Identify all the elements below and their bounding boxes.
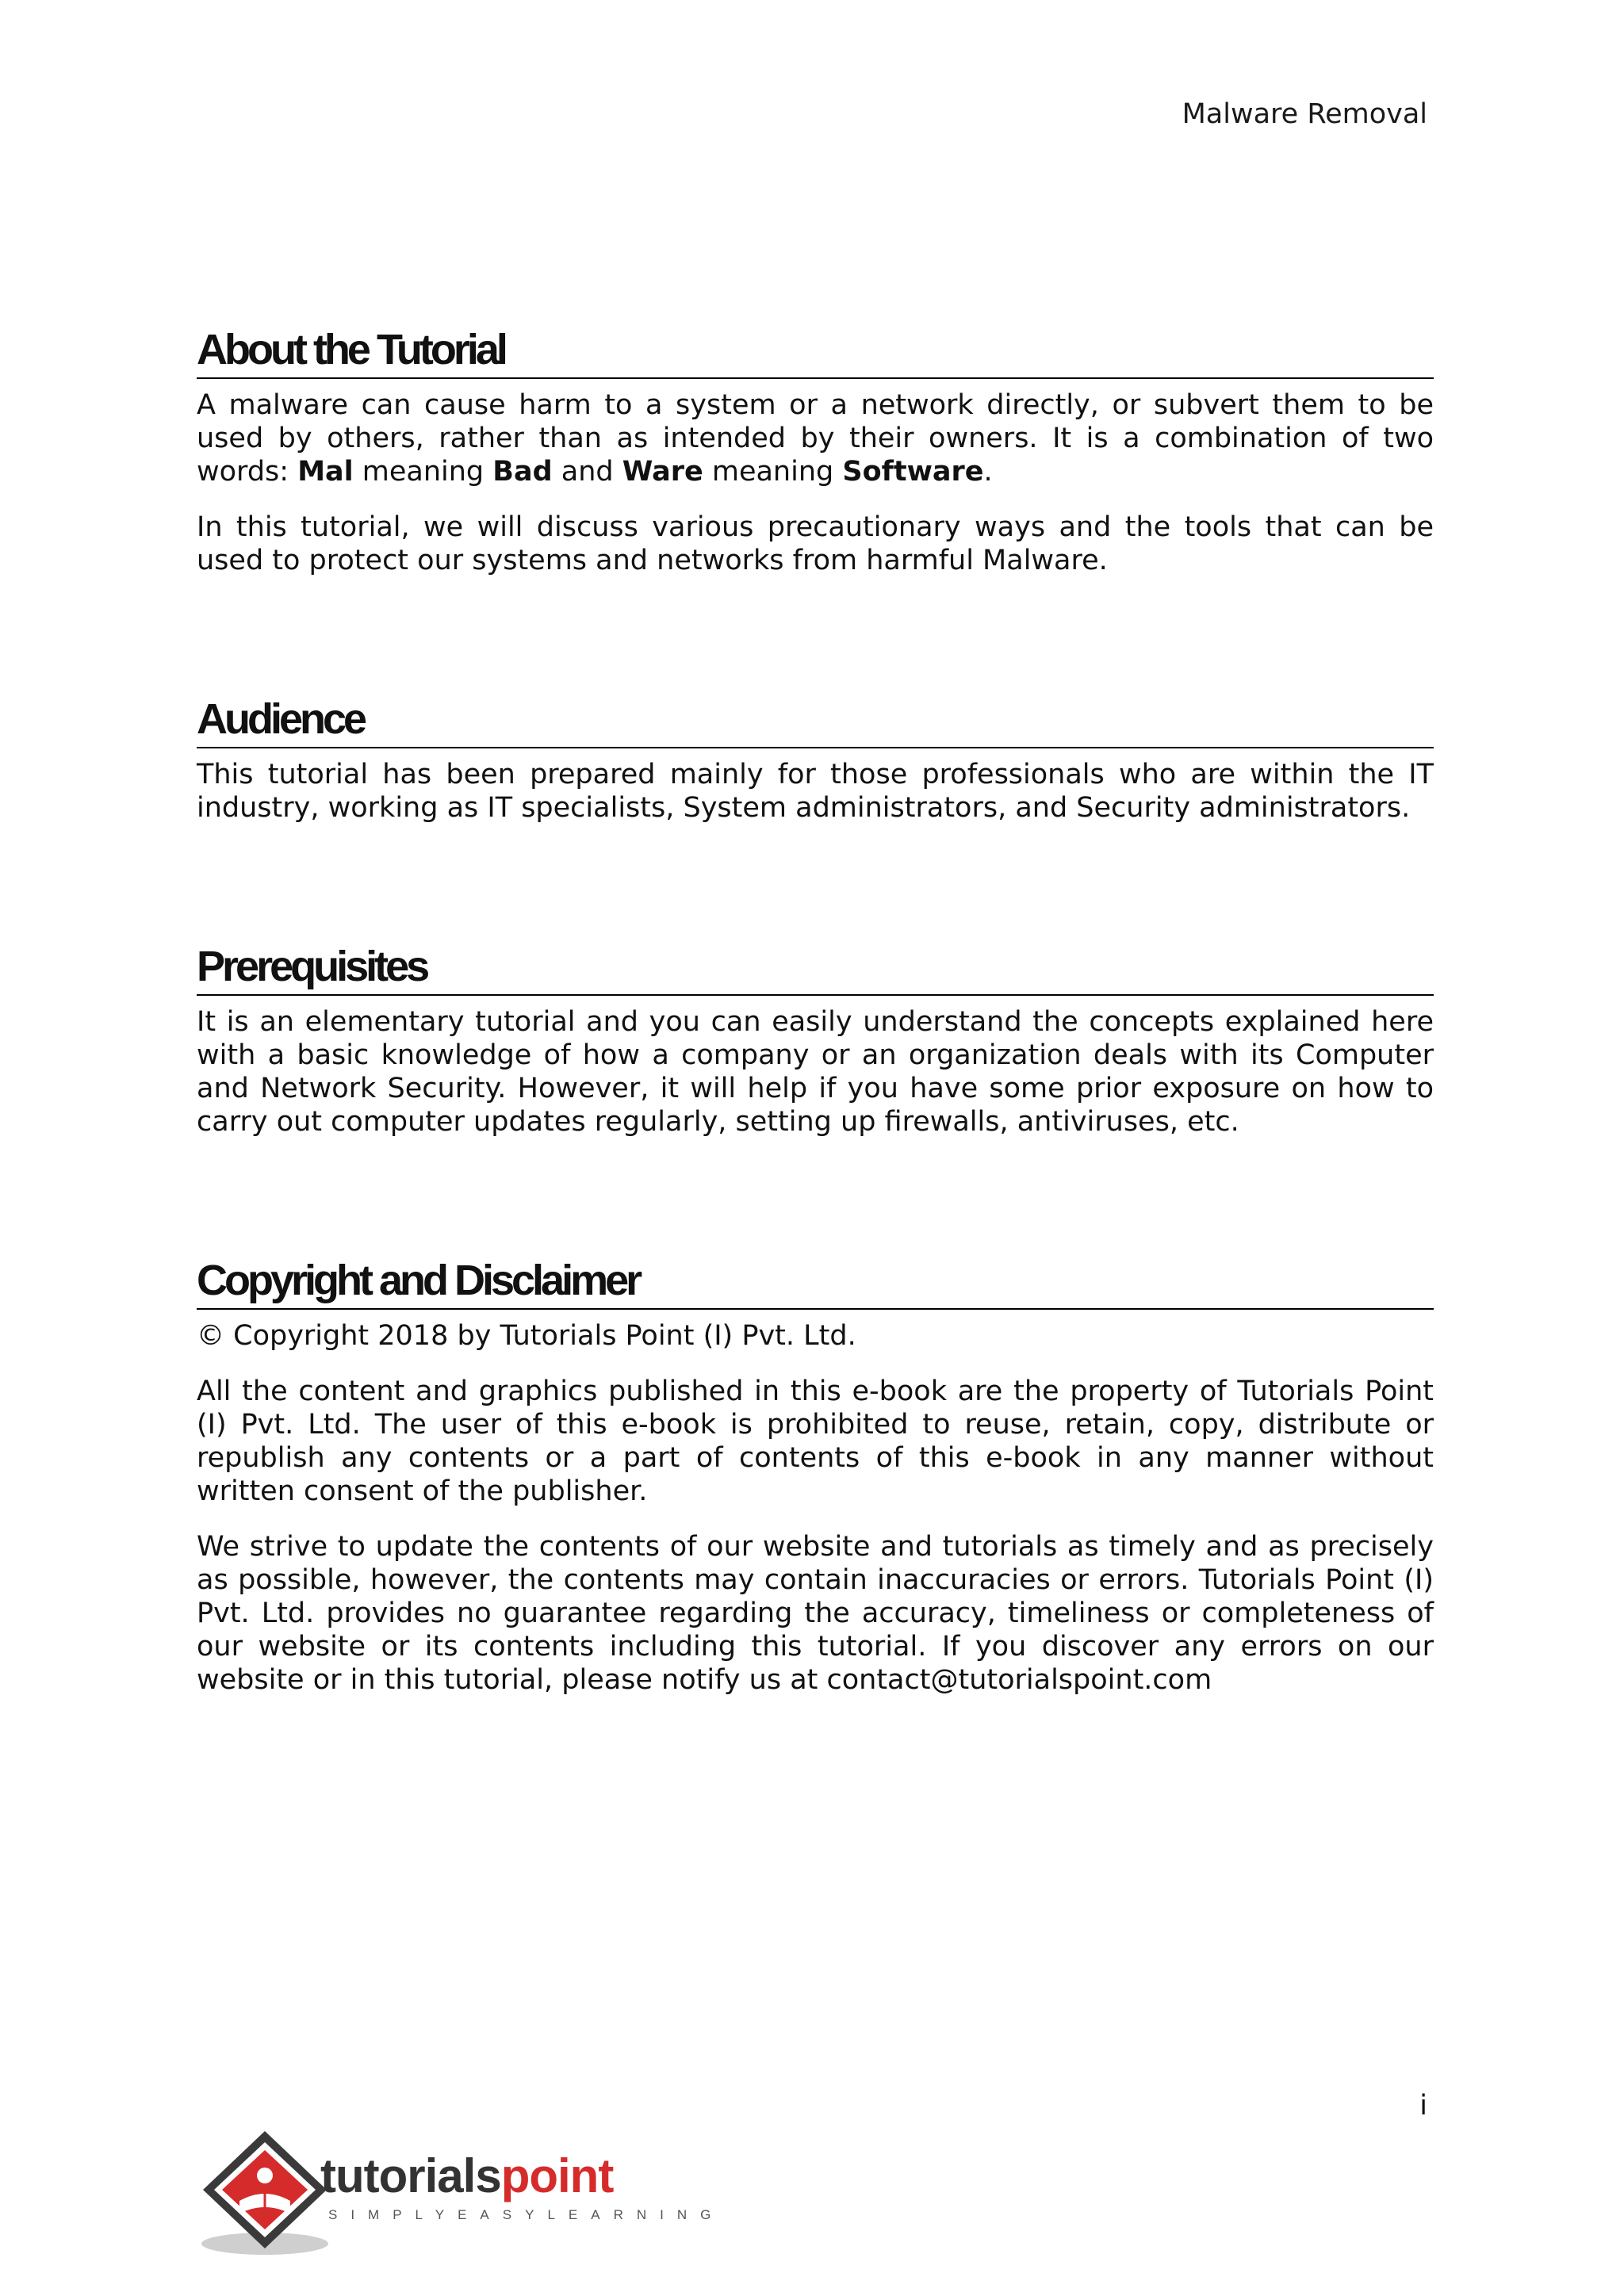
copyright-paragraph: All the content and graphics published in this e-book are the property of Tutorials Point (I) Pvt. Ltd. The user of this e-book is prohibited to reuse, retain, copy, distribute or republish any contents or a part of contents of this e-book in any manner without written consent of the publisher.: [197, 1376, 1434, 1508]
about-paragraph-1: [197, 388, 1434, 488]
section-about-tutorial: [197, 325, 1434, 577]
section-heading: About the Tutorial: [197, 325, 1434, 379]
logo-tagline: SIMPLYEASYLEARNING: [328, 2207, 725, 2222]
tutorialspoint-logo: [193, 2125, 725, 2260]
tutorialspoint-logo-icon: [193, 2125, 336, 2260]
section-copyright-disclaimer: [197, 1256, 1434, 1697]
logo-word-part1: tutorials: [320, 2149, 501, 2202]
about-paragraph-2: In this tutorial, we will discuss various precautionary ways and the tools that can be used to protect our systems and networks from harmful Malware.: [197, 511, 1434, 577]
section-heading: Audience: [197, 695, 1434, 748]
page-number: i: [1419, 2090, 1427, 2122]
bold-term: Software: [842, 456, 984, 488]
bold-term: Ware: [622, 456, 703, 488]
text-run: meaning: [353, 456, 493, 488]
copyright-line: © Copyright 2018 by Tutorials Point (I) Pvt. Ltd.: [197, 1320, 856, 1353]
bold-term: Bad: [492, 456, 553, 488]
text-run: and: [552, 456, 622, 488]
text-run: A malware can cause harm to a system or a network directly, or subvert them to be used by others, rather than as intended by their owners. It is a combination of two words:: [197, 389, 1434, 488]
disclaimer-paragraph: We strive to update the contents of our website and tutorials as timely and as precisely as possible, however, the contents may contain inaccuracies or errors. Tutorials Point (I) Pvt. Ltd. provides no guarantee regarding the accuracy, timeliness or completeness of our website or its contents including this tutorial. If you discover any errors on our website or in this tutorial, please notify us at contact@tutorialspoint.com: [197, 1531, 1434, 1697]
document-body: [197, 325, 1434, 1697]
text-run: meaning: [703, 456, 843, 488]
section-heading: Prerequisites: [197, 942, 1434, 996]
section-heading: Copyright and Disclaimer: [197, 1256, 1434, 1310]
section-audience: [197, 695, 1434, 825]
logo-word-part2: point: [500, 2149, 614, 2202]
prerequisites-paragraph: It is an elementary tutorial and you can easily understand the concepts explained here with a basic knowledge of how a company or an organization deals with its Computer and Network Security. However, it will help if you have some prior exposure on how to carry out computer updates regularly, setting up firewalls, antiviruses, etc.: [197, 1006, 1434, 1138]
bold-term: Mal: [297, 456, 354, 488]
logo-wordmark: [320, 2149, 613, 2203]
text-run: .: [983, 456, 993, 488]
section-prerequisites: [197, 942, 1434, 1138]
audience-paragraph: This tutorial has been prepared mainly for those professionals who are within the IT industry, working as IT specialists, System administrators, and Security administrators.: [197, 759, 1434, 825]
running-header-title: Malware Removal: [1182, 98, 1427, 130]
